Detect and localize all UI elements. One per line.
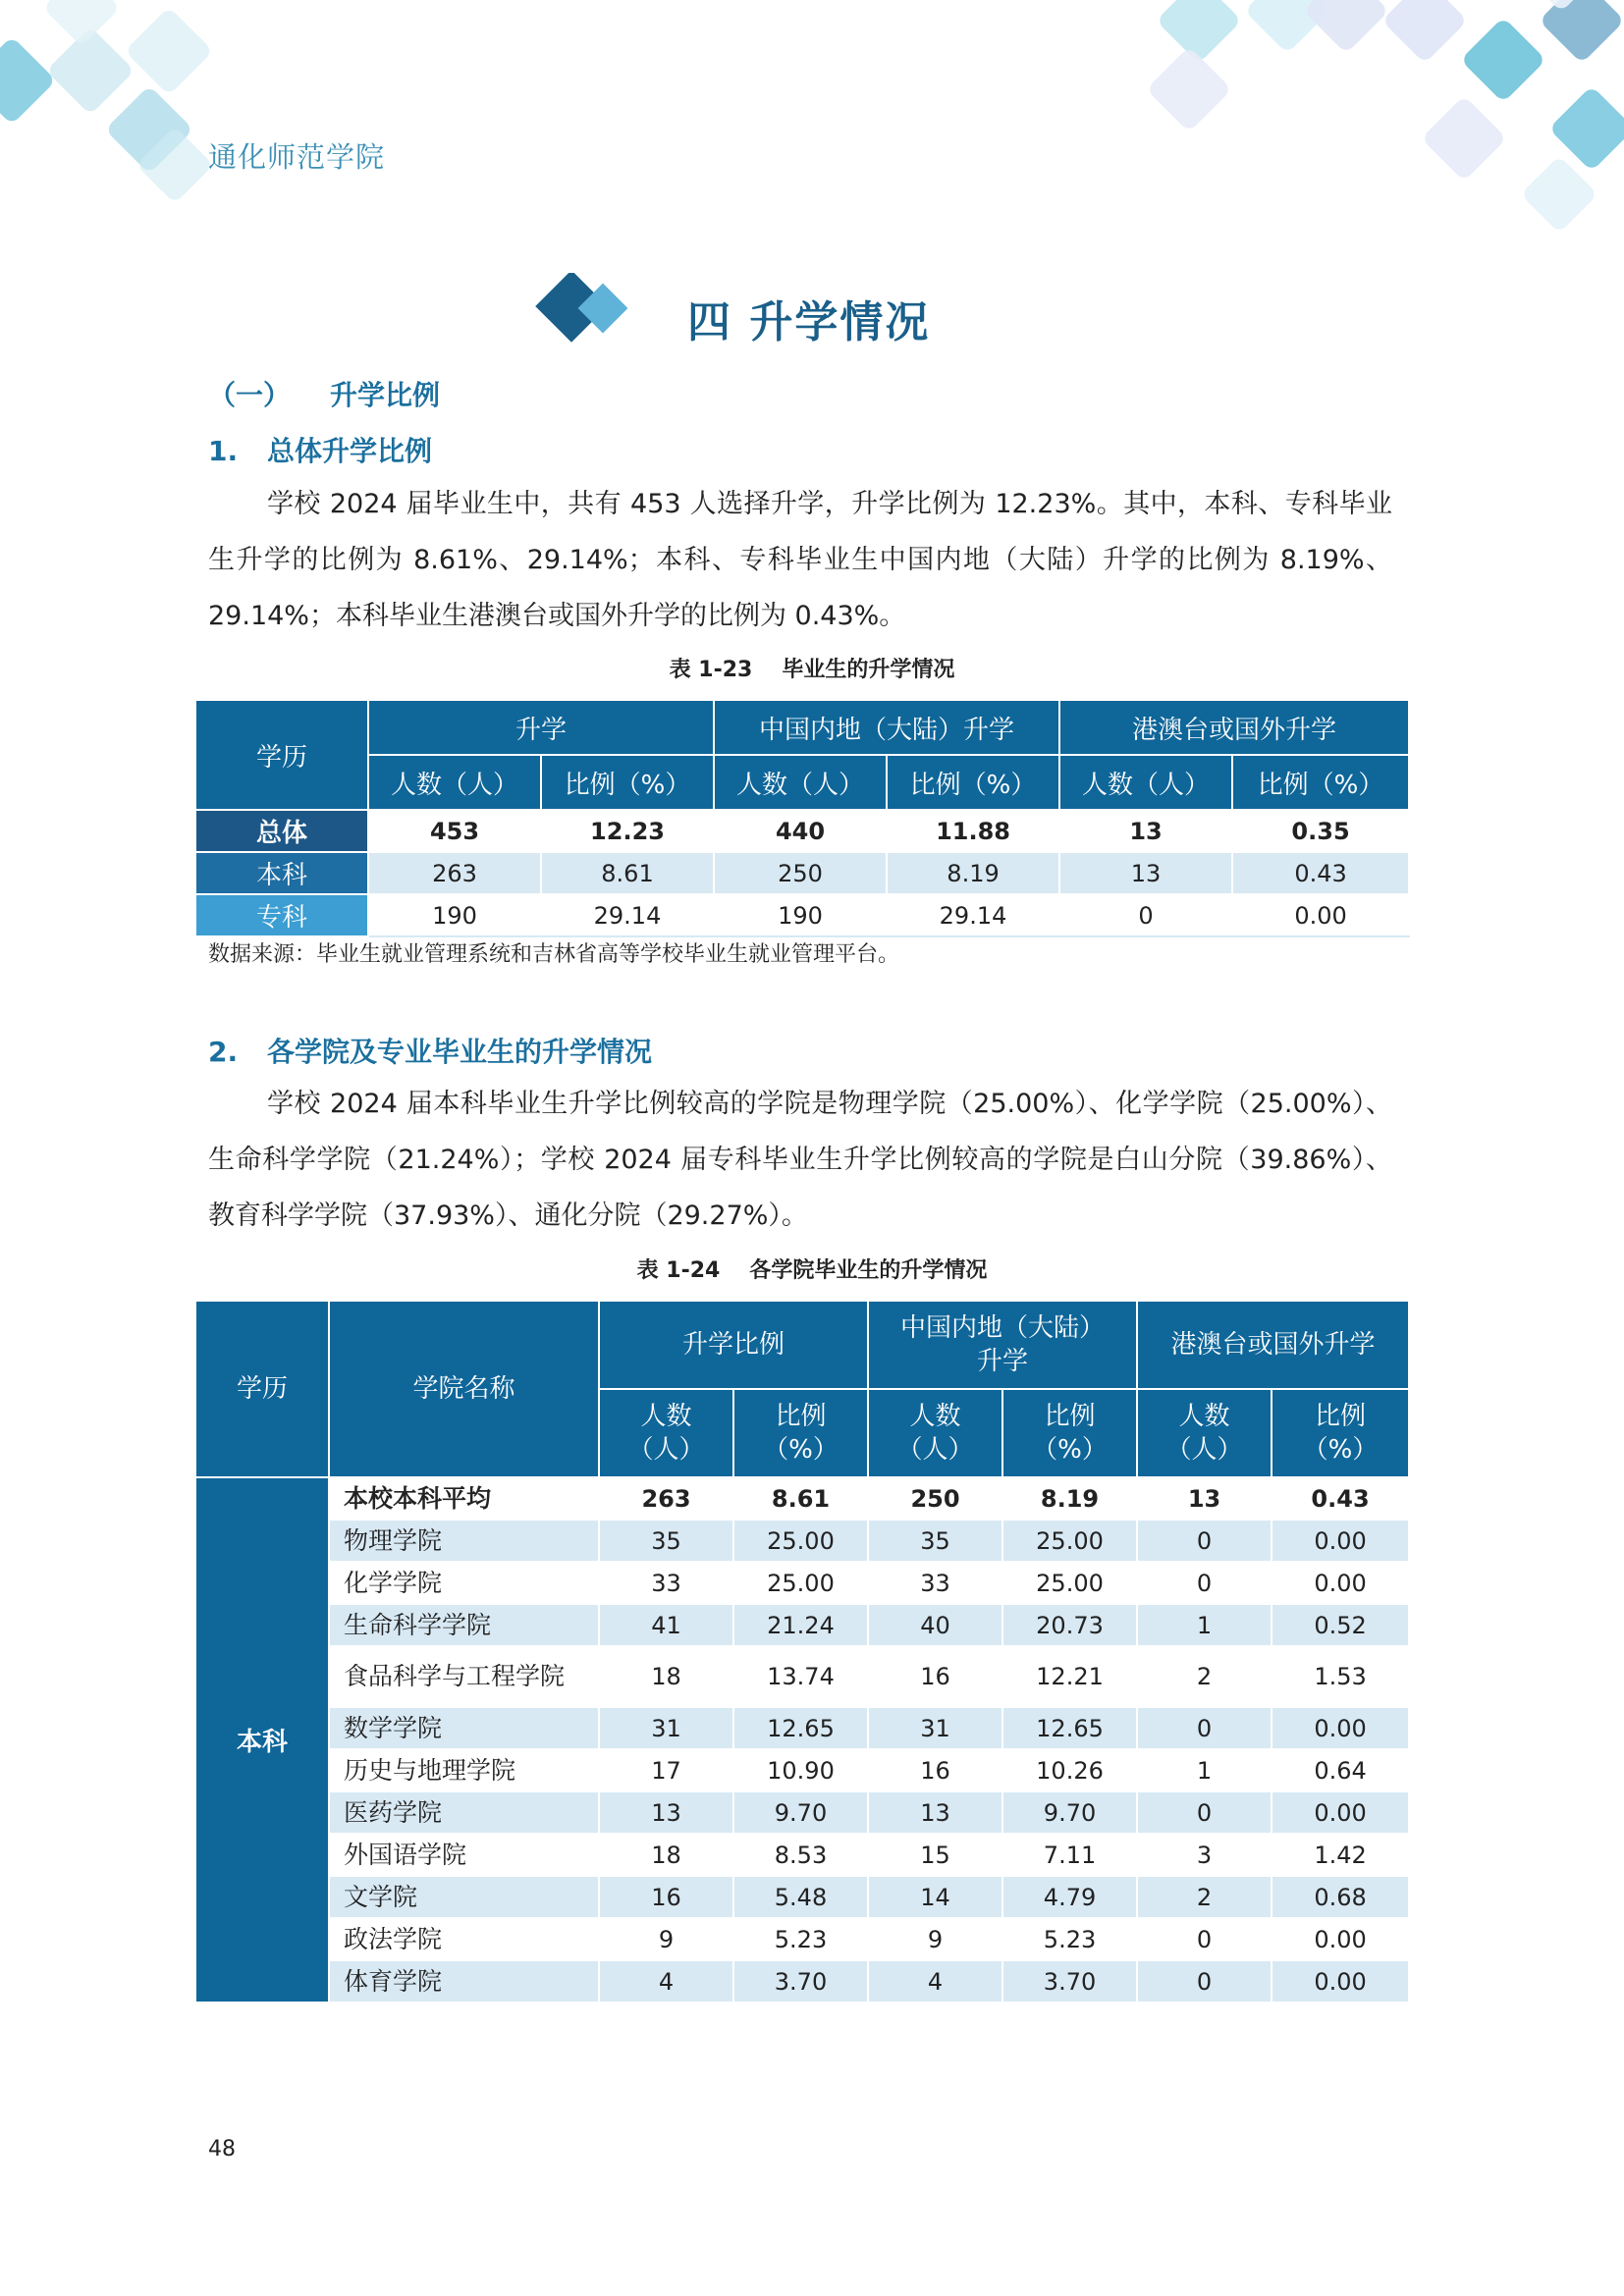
table-cell: 21.24 bbox=[733, 1604, 868, 1646]
page-title: 四 升学情况 bbox=[687, 297, 931, 347]
table-cell: 1.53 bbox=[1272, 1646, 1409, 1707]
table-cell: 0.43 bbox=[1272, 1477, 1409, 1520]
header-org-name: 通化师范学院 bbox=[208, 140, 386, 174]
table-cell: 3.70 bbox=[1002, 1960, 1137, 2002]
table-cell: 16 bbox=[868, 1646, 1002, 1707]
table-cell: 5.48 bbox=[733, 1876, 868, 1918]
row-label: 总体 bbox=[195, 810, 368, 852]
sub-header-count: 人数（人） bbox=[1059, 755, 1232, 810]
table-cell: 35 bbox=[868, 1520, 1002, 1562]
table-cell: 0 bbox=[1137, 1707, 1272, 1749]
heading-label: 总体升学比例 bbox=[267, 435, 433, 467]
table-row bbox=[195, 894, 1409, 936]
table-cell: 2 bbox=[1137, 1876, 1272, 1918]
table-cell: 250 bbox=[868, 1477, 1002, 1520]
table-cell: 263 bbox=[368, 852, 541, 894]
table1-caption bbox=[0, 653, 1624, 683]
table-row bbox=[195, 1834, 1409, 1876]
table-cell: 35 bbox=[599, 1520, 733, 1562]
table-cell: 1 bbox=[1137, 1604, 1272, 1646]
table-cell: 2 bbox=[1137, 1646, 1272, 1707]
table-cell: 4 bbox=[599, 1960, 733, 2002]
college-name-cell: 体育学院 bbox=[329, 1960, 599, 2002]
sub-header-ratio bbox=[733, 1389, 868, 1477]
table-cell: 10.90 bbox=[733, 1749, 868, 1791]
table-row bbox=[195, 1604, 1409, 1646]
table-row bbox=[195, 1646, 1409, 1707]
table-cell: 4.79 bbox=[1002, 1876, 1137, 1918]
table-cell: 13.74 bbox=[733, 1646, 868, 1707]
table-cell: 13 bbox=[868, 1791, 1002, 1834]
college-name-cell: 数学学院 bbox=[329, 1707, 599, 1749]
table-cell: 3.70 bbox=[733, 1960, 868, 2002]
table-row bbox=[195, 810, 1409, 852]
section-title-block bbox=[530, 273, 1218, 351]
table-cell: 31 bbox=[868, 1707, 1002, 1749]
table-row bbox=[195, 1707, 1409, 1749]
table-cell: 29.14 bbox=[887, 894, 1059, 936]
table-row bbox=[195, 1562, 1409, 1604]
table-cell: 33 bbox=[868, 1562, 1002, 1604]
table-row bbox=[195, 1876, 1409, 1918]
table-cell: 0.00 bbox=[1272, 1707, 1409, 1749]
table-cell: 29.14 bbox=[541, 894, 714, 936]
sub-header-ratio: 比例（%） bbox=[887, 755, 1059, 810]
table-cell: 25.00 bbox=[733, 1562, 868, 1604]
table-cell: 263 bbox=[599, 1477, 733, 1520]
sub-header-count: 人数（人） bbox=[714, 755, 887, 810]
sub-header-line: （人） bbox=[1165, 1435, 1243, 1465]
heading-number: 2. bbox=[208, 1036, 239, 1068]
table-cell: 18 bbox=[599, 1646, 733, 1707]
college-name-cell: 医药学院 bbox=[329, 1791, 599, 1834]
table2-caption bbox=[0, 1254, 1624, 1284]
table-cell: 0 bbox=[1137, 1960, 1272, 2002]
college-name-cell: 本校本科平均 bbox=[329, 1477, 599, 1520]
diamond-icon bbox=[530, 273, 648, 351]
sub-header-ratio bbox=[1002, 1389, 1137, 1477]
table-cell: 11.88 bbox=[887, 810, 1059, 852]
sub-header-count: 人数（人） bbox=[368, 755, 541, 810]
table-cell: 12.65 bbox=[733, 1707, 868, 1749]
table-row bbox=[195, 1791, 1409, 1834]
table-cell: 0 bbox=[1137, 1520, 1272, 1562]
table-cell: 0.35 bbox=[1232, 810, 1409, 852]
table-cell: 14 bbox=[868, 1876, 1002, 1918]
table-cell: 0.64 bbox=[1272, 1749, 1409, 1791]
col-college-header: 学院名称 bbox=[329, 1301, 599, 1477]
table-cell: 0.00 bbox=[1272, 1918, 1409, 1960]
table-cell: 12.23 bbox=[541, 810, 714, 852]
table-cell: 12.65 bbox=[1002, 1707, 1137, 1749]
table-cell: 41 bbox=[599, 1604, 733, 1646]
sub-header-line: 比例 bbox=[1315, 1402, 1367, 1431]
table-cell: 0 bbox=[1059, 894, 1232, 936]
table-cell: 0 bbox=[1137, 1791, 1272, 1834]
group-header: 升学比例 bbox=[599, 1301, 868, 1389]
sub-header-line: 人数 bbox=[1178, 1402, 1230, 1431]
col-edu-header: 学历 bbox=[195, 1301, 329, 1477]
sub-header-line: （人） bbox=[627, 1435, 705, 1465]
table-row bbox=[195, 852, 1409, 894]
sub-header-ratio: 比例（%） bbox=[1232, 755, 1409, 810]
table-cell: 20.73 bbox=[1002, 1604, 1137, 1646]
level-cell: 本科 bbox=[195, 1477, 329, 2002]
table-college-further-study bbox=[194, 1300, 1410, 2003]
table-cell: 25.00 bbox=[1002, 1562, 1137, 1604]
group-header: 港澳台或国外升学 bbox=[1059, 700, 1409, 755]
sub-header-line: （%） bbox=[763, 1435, 839, 1465]
heading-overall-ratio bbox=[208, 430, 432, 469]
table-row bbox=[195, 1520, 1409, 1562]
college-name-cell: 化学学院 bbox=[329, 1562, 599, 1604]
paragraph-overall: 学校 2024 届毕业生中，共有 453 人选择升学，升学比例为 12.23%。其中，本科、专科毕业生升学的比例为 8.61%、29.14%；本科、专科毕业生中国内地（大陆）升学的比例为 8.19%、29.14%；本科毕业生港澳台或国外升学的比例为 0.43%。 bbox=[208, 489, 1392, 631]
table-cell: 7.11 bbox=[1002, 1834, 1137, 1876]
group-header-line: 中国内地（大陆） bbox=[900, 1313, 1106, 1343]
table-cell: 250 bbox=[714, 852, 887, 894]
table2-caption-title: 各学院毕业生的升学情况 bbox=[749, 1258, 988, 1283]
table-cell: 15 bbox=[868, 1834, 1002, 1876]
table-cell: 0 bbox=[1137, 1918, 1272, 1960]
group-header: 升学 bbox=[368, 700, 714, 755]
table-cell: 13 bbox=[1059, 810, 1232, 852]
table-cell: 190 bbox=[714, 894, 887, 936]
subsection-label: 升学比例 bbox=[330, 379, 441, 411]
table-cell: 440 bbox=[714, 810, 887, 852]
table-graduate-further-study bbox=[194, 699, 1410, 937]
table-cell: 25.00 bbox=[1002, 1520, 1137, 1562]
table-cell: 1 bbox=[1137, 1749, 1272, 1791]
table-cell: 18 bbox=[599, 1834, 733, 1876]
college-name-cell: 外国语学院 bbox=[329, 1834, 599, 1876]
sub-header-line: （%） bbox=[1032, 1435, 1108, 1465]
table-cell: 16 bbox=[599, 1876, 733, 1918]
table-cell: 31 bbox=[599, 1707, 733, 1749]
table-cell: 5.23 bbox=[1002, 1918, 1137, 1960]
sub-header-count bbox=[868, 1389, 1002, 1477]
sub-header-count bbox=[1137, 1389, 1272, 1477]
table-cell: 13 bbox=[1059, 852, 1232, 894]
table-cell: 4 bbox=[868, 1960, 1002, 2002]
college-name-cell: 政法学院 bbox=[329, 1918, 599, 1960]
table-cell: 1.42 bbox=[1272, 1834, 1409, 1876]
table-cell: 8.19 bbox=[887, 852, 1059, 894]
table-cell: 0.00 bbox=[1232, 894, 1409, 936]
sub-header-line: 人数 bbox=[640, 1402, 692, 1431]
sub-header-line: 比例 bbox=[1044, 1402, 1096, 1431]
table-cell: 16 bbox=[868, 1749, 1002, 1791]
sub-header-ratio: 比例（%） bbox=[541, 755, 714, 810]
sub-header-line: 人数 bbox=[909, 1402, 961, 1431]
table-row bbox=[195, 1918, 1409, 1960]
sub-header-ratio bbox=[1272, 1389, 1409, 1477]
table-cell: 9.70 bbox=[1002, 1791, 1137, 1834]
table-cell: 8.61 bbox=[733, 1477, 868, 1520]
table-cell: 9.70 bbox=[733, 1791, 868, 1834]
data-source-note: 数据来源：毕业生就业管理系统和吉林省高等学校毕业生就业管理平台。 bbox=[208, 942, 900, 967]
table-cell: 10.26 bbox=[1002, 1749, 1137, 1791]
table1-caption-title: 毕业生的升学情况 bbox=[782, 658, 955, 682]
table-cell: 3 bbox=[1137, 1834, 1272, 1876]
paragraph-colleges: 学校 2024 届本科毕业生升学比例较高的学院是物理学院（25.00%）、化学学院（25.00%）、生命科学学院（21.24%）；学校 2024 届专科毕业生升学比例较高的学院是白山分院（39.86%）、教育科学学院（37.93%）、通化分院（29.27%）。 bbox=[208, 1089, 1392, 1231]
table2-caption-number: 表 1-24 bbox=[636, 1258, 721, 1283]
table-cell: 9 bbox=[868, 1918, 1002, 1960]
heading-label: 各学院及专业毕业生的升学情况 bbox=[267, 1036, 653, 1068]
table-row bbox=[195, 1749, 1409, 1791]
sub-header-line: （%） bbox=[1302, 1435, 1379, 1465]
college-name-cell: 历史与地理学院 bbox=[329, 1749, 599, 1791]
table-cell: 8.19 bbox=[1002, 1477, 1137, 1520]
table-cell: 0.68 bbox=[1272, 1876, 1409, 1918]
college-name-cell: 文学院 bbox=[329, 1876, 599, 1918]
table-cell: 13 bbox=[599, 1791, 733, 1834]
heading-college-ratio bbox=[208, 1031, 652, 1070]
sub-header-count bbox=[599, 1389, 733, 1477]
table-cell: 453 bbox=[368, 810, 541, 852]
table-cell: 190 bbox=[368, 894, 541, 936]
group-header: 港澳台或国外升学 bbox=[1137, 1301, 1409, 1389]
table-row bbox=[195, 1477, 1409, 1520]
table-cell: 5.23 bbox=[733, 1918, 868, 1960]
subsection-number: （一） bbox=[208, 379, 292, 411]
table-cell: 0.00 bbox=[1272, 1960, 1409, 2002]
sub-header-line: （人） bbox=[896, 1435, 974, 1465]
table-cell: 9 bbox=[599, 1918, 733, 1960]
table1-caption-number: 表 1-23 bbox=[669, 658, 753, 682]
subsection-heading bbox=[208, 374, 440, 413]
group-header bbox=[868, 1301, 1137, 1389]
page-number: 48 bbox=[208, 2137, 236, 2162]
college-name-cell: 生命科学学院 bbox=[329, 1604, 599, 1646]
heading-number: 1. bbox=[208, 435, 239, 467]
group-header-line: 升学 bbox=[977, 1347, 1029, 1376]
table-cell: 0.52 bbox=[1272, 1604, 1409, 1646]
table-cell: 8.61 bbox=[541, 852, 714, 894]
table-row bbox=[195, 1960, 1409, 2002]
sub-header-line: 比例 bbox=[775, 1402, 827, 1431]
table-cell: 8.53 bbox=[733, 1834, 868, 1876]
table-cell: 0 bbox=[1137, 1562, 1272, 1604]
row-label: 专科 bbox=[195, 894, 368, 936]
college-name-cell: 物理学院 bbox=[329, 1520, 599, 1562]
table-cell: 0.43 bbox=[1232, 852, 1409, 894]
group-header: 中国内地（大陆）升学 bbox=[714, 700, 1059, 755]
table-cell: 12.21 bbox=[1002, 1646, 1137, 1707]
table-cell: 13 bbox=[1137, 1477, 1272, 1520]
table-cell: 33 bbox=[599, 1562, 733, 1604]
table-cell: 17 bbox=[599, 1749, 733, 1791]
row-label: 本科 bbox=[195, 852, 368, 894]
table-cell: 40 bbox=[868, 1604, 1002, 1646]
table-cell: 25.00 bbox=[733, 1520, 868, 1562]
table-cell: 0.00 bbox=[1272, 1791, 1409, 1834]
table-cell: 0.00 bbox=[1272, 1562, 1409, 1604]
college-name-cell: 食品科学与工程学院 bbox=[329, 1646, 599, 1707]
table-cell: 0.00 bbox=[1272, 1520, 1409, 1562]
col-edu-header: 学历 bbox=[195, 700, 368, 810]
table2-body bbox=[195, 1477, 1409, 2002]
